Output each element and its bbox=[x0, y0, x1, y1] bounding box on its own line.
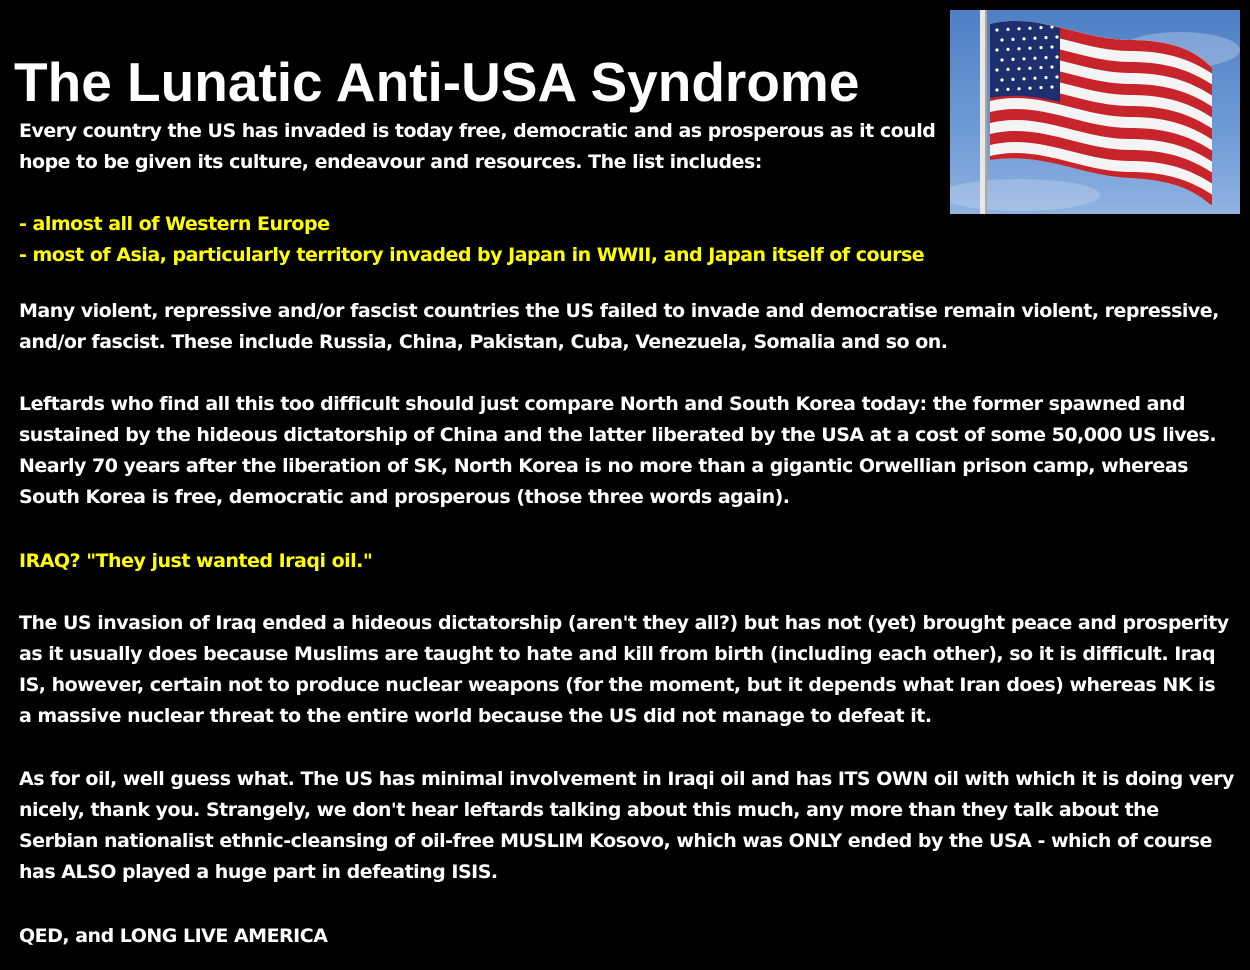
text-line: As for oil, well guess what. The US has minimal involvement in Iraqi oil and has ITS OWN oil with which it is doing very bbox=[19, 768, 1234, 790]
flag-star bbox=[1022, 57, 1025, 60]
flag-star bbox=[1028, 27, 1031, 30]
paragraph-korea bbox=[19, 389, 1216, 513]
flag-star bbox=[1022, 77, 1025, 80]
paragraph-iraq bbox=[19, 608, 1229, 732]
flag-star bbox=[1000, 78, 1003, 81]
text-line: IRAQ? "They just wanted Iraqi oil." bbox=[19, 550, 373, 572]
flag-star bbox=[1028, 47, 1031, 50]
flag-star bbox=[1006, 28, 1009, 31]
flag-star bbox=[1017, 67, 1020, 70]
flag-star bbox=[1039, 26, 1042, 29]
paragraph-oil bbox=[19, 764, 1234, 888]
flag-star bbox=[1033, 57, 1036, 60]
flag-star bbox=[1044, 76, 1047, 79]
flag-star bbox=[1028, 87, 1031, 90]
text-line: as it usually does because Muslims are taught to hate and kill from birth (including each other), so it is difficult. Iraq bbox=[19, 643, 1216, 665]
text-line: QED, and LONG LIVE AMERICA bbox=[19, 925, 328, 947]
flag-star bbox=[1055, 55, 1058, 58]
list-item: - most of Asia, particularly territory invaded by Japan in WWII, and Japan itself of course bbox=[19, 244, 925, 266]
flag-star bbox=[1017, 87, 1020, 90]
flag-star bbox=[1006, 68, 1009, 71]
text-line: Nearly 70 years after the liberation of SK, North Korea is no more than a gigantic Orwellian prison camp, whereas bbox=[19, 455, 1188, 477]
list-item: - almost all of Western Europe bbox=[19, 213, 330, 235]
text-line: has ALSO played a huge part in defeating ISIS. bbox=[19, 861, 498, 883]
us-flag-image bbox=[950, 10, 1240, 214]
flag-star bbox=[1050, 85, 1053, 88]
flag-star bbox=[1011, 78, 1014, 81]
flag-star bbox=[1055, 75, 1058, 78]
flag-star bbox=[1017, 27, 1020, 30]
text-line: a massive nuclear threat to the entire world because the US did not manage to defeat it. bbox=[19, 705, 932, 727]
flag-star bbox=[1000, 58, 1003, 61]
text-line: South Korea is free, democratic and prosperous (those three words again). bbox=[19, 486, 790, 508]
flag-star bbox=[1044, 36, 1047, 39]
paragraph-intro bbox=[19, 116, 935, 178]
flag-star bbox=[1033, 37, 1036, 40]
flag-star bbox=[1011, 58, 1014, 61]
highlight-list bbox=[19, 209, 924, 271]
text-line: hope to be given its culture, endeavour and resources. The list includes: bbox=[19, 151, 762, 173]
flag-star bbox=[1028, 67, 1031, 70]
flag-star bbox=[1044, 56, 1047, 59]
flag-star bbox=[1022, 37, 1025, 40]
flag-star bbox=[995, 48, 998, 51]
text-line: nicely, thank you. Strangely, we don't hear leftards talking about this much, any more than they talk about the bbox=[19, 799, 1159, 821]
flag-star bbox=[995, 68, 998, 71]
flag-star bbox=[1011, 38, 1014, 41]
flag-star bbox=[1006, 48, 1009, 51]
flag-star bbox=[1006, 88, 1009, 91]
flag-star bbox=[1017, 47, 1020, 50]
text-line: Many violent, repressive and/or fascist countries the US failed to invade and democratise remain violent, repressive, bbox=[19, 300, 1219, 322]
text-line: IS, however, certain not to produce nuclear weapons (for the moment, but it depends what Iran does) whereas NK is bbox=[19, 674, 1215, 696]
text-line: Serbian nationalist ethnic-cleansing of oil-free MUSLIM Kosovo, which was ONLY ended by the USA - which of course bbox=[19, 830, 1212, 852]
text-line: Every country the US has invaded is today free, democratic and as prosperous as it could bbox=[19, 120, 936, 142]
us-flag-icon bbox=[950, 10, 1240, 214]
text-line: sustained by the hideous dictatorship of China and the latter liberated by the USA at a cost of some 50,000 US lives. bbox=[19, 424, 1217, 446]
flag-star bbox=[1033, 77, 1036, 80]
text-line: and/or fascist. These include Russia, China, Pakistan, Cuba, Venezuela, Somalia and so on. bbox=[19, 331, 948, 353]
flag-star bbox=[995, 28, 998, 31]
flag-star bbox=[1050, 25, 1053, 28]
flag-star bbox=[1050, 45, 1053, 48]
text-line: The US invasion of Iraq ended a hideous dictatorship (aren't they all?) but has not (yet) brought peace and prosperity bbox=[19, 612, 1229, 634]
iraq-heading bbox=[19, 546, 372, 577]
flag-star bbox=[1050, 65, 1053, 68]
flag-star bbox=[1039, 66, 1042, 69]
flag-star bbox=[1055, 35, 1058, 38]
paragraph-failed-invasions bbox=[19, 296, 1219, 358]
flag-star bbox=[995, 88, 998, 91]
flag-star bbox=[1000, 38, 1003, 41]
text-line: Leftards who find all this too difficult should just compare North and South Korea today: the former spawned and bbox=[19, 393, 1186, 415]
flag-star bbox=[1039, 46, 1042, 49]
page-title: The Lunatic Anti-USA Syndrome bbox=[14, 50, 860, 113]
closing-line bbox=[19, 921, 327, 952]
flag-star bbox=[1039, 86, 1042, 89]
